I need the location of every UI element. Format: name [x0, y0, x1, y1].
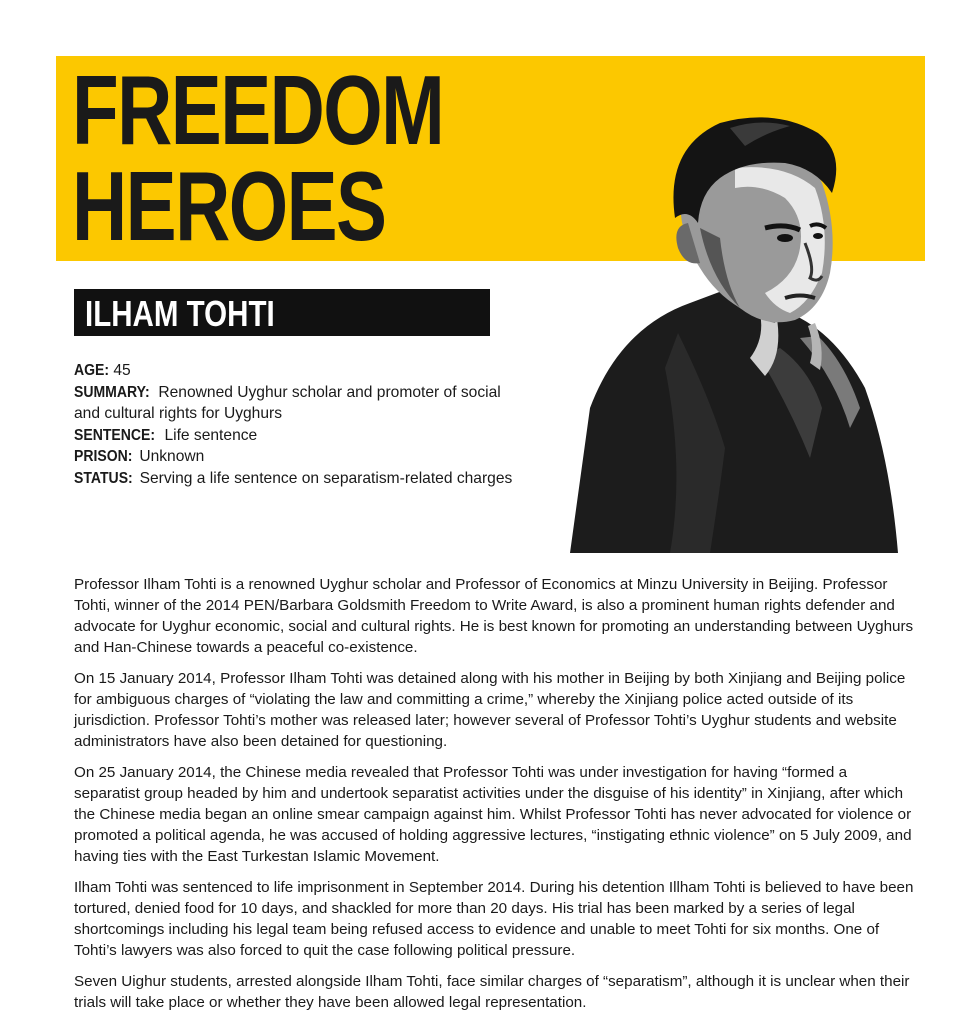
- facts-list: [74, 360, 514, 489]
- fact-age: [74, 360, 514, 382]
- hero-name: ILHAM TOHTI: [85, 293, 275, 334]
- title-line-1: FREEDOM: [72, 55, 444, 165]
- title-line-2: HEROES: [72, 151, 386, 261]
- fact-value: Serving a life sentence on separatism-related charges: [135, 469, 513, 487]
- paragraph: Professor Ilham Tohti is a renowned Uyghur scholar and Professor of Economics at Minzu University in Beijing. Professor Tohti, winner of the 2014 PEN/Barbara Goldsmith Freedom to Write Award, is also a prominent human rights defender and advocate for Uyghur economic, social and cultural rights. He is best known for promoting an understanding between Uyghurs and Han-Chinese towards a peaceful co-existence.: [74, 576, 914, 656]
- fact-prison: [74, 446, 514, 468]
- fact-sentence: [74, 425, 514, 447]
- fact-status: [74, 468, 514, 490]
- paragraph: On 25 January 2014, the Chinese media revealed that Professor Tohti was under investigation for having “formed a separatist group headed by him and undertook separatist activities under the disguise of his identity” in Xinjiang, after which the Chinese media began an online smear campaign against him. Whilst Professor Tohti has never advocated for violence or promoted a political agenda, he was accused of holding aggressive lectures, “instigating ethnic violence” on 5 July 2009, and having ties with the East Turkestan Islamic Movement.: [74, 764, 912, 865]
- page-title: [72, 55, 444, 261]
- fact-value: Renowned Uyghur scholar and promoter of social and cultural rights for Uyghurs: [74, 383, 501, 422]
- article-body: [74, 574, 914, 1023]
- fact-value: Life sentence: [160, 426, 258, 444]
- paragraph: Ilham Tohti was sentenced to life imprisonment in September 2014. During his detention Illham Tohti is believed to have been tortured, denied food for 10 days, and shackled for more than 20 days. His trial has been marked by a series of legal shortcomings including his legal team being refused access to evidence and unable to meet Tohti for six months. One of Tohti’s lawyers was also forced to quit the case following political pressure.: [74, 879, 914, 959]
- fact-value: Unknown: [134, 448, 205, 465]
- fact-label: SENTENCE:: [74, 426, 156, 444]
- name-banner: [74, 289, 490, 336]
- fact-summary: [74, 382, 514, 425]
- portrait-illustration: [560, 108, 905, 553]
- fact-value: 45: [108, 362, 131, 379]
- fact-label: PRISON:: [74, 448, 133, 465]
- fact-label: SUMMARY:: [74, 383, 150, 401]
- paragraph: Seven Uighur students, arrested alongside Ilham Tohti, face similar charges of “separatism”, although it is unclear when their trials will take place or whether they have been allowed legal representation.: [74, 973, 910, 1011]
- fact-label: AGE:: [74, 362, 110, 379]
- fact-label: STATUS:: [74, 469, 133, 487]
- paragraph: On 15 January 2014, Professor Ilham Tohti was detained along with his mother in Beijing by both Xinjiang and Beijing police for ambiguous charges of “violating the law and committing a crime,” whereby the Xinjiang police acted outside of its jurisdiction. Professor Tohti’s mother was released later; however several of Professor Tohti’s Uyghur students and website administrators have also been detained for questioning.: [74, 670, 906, 750]
